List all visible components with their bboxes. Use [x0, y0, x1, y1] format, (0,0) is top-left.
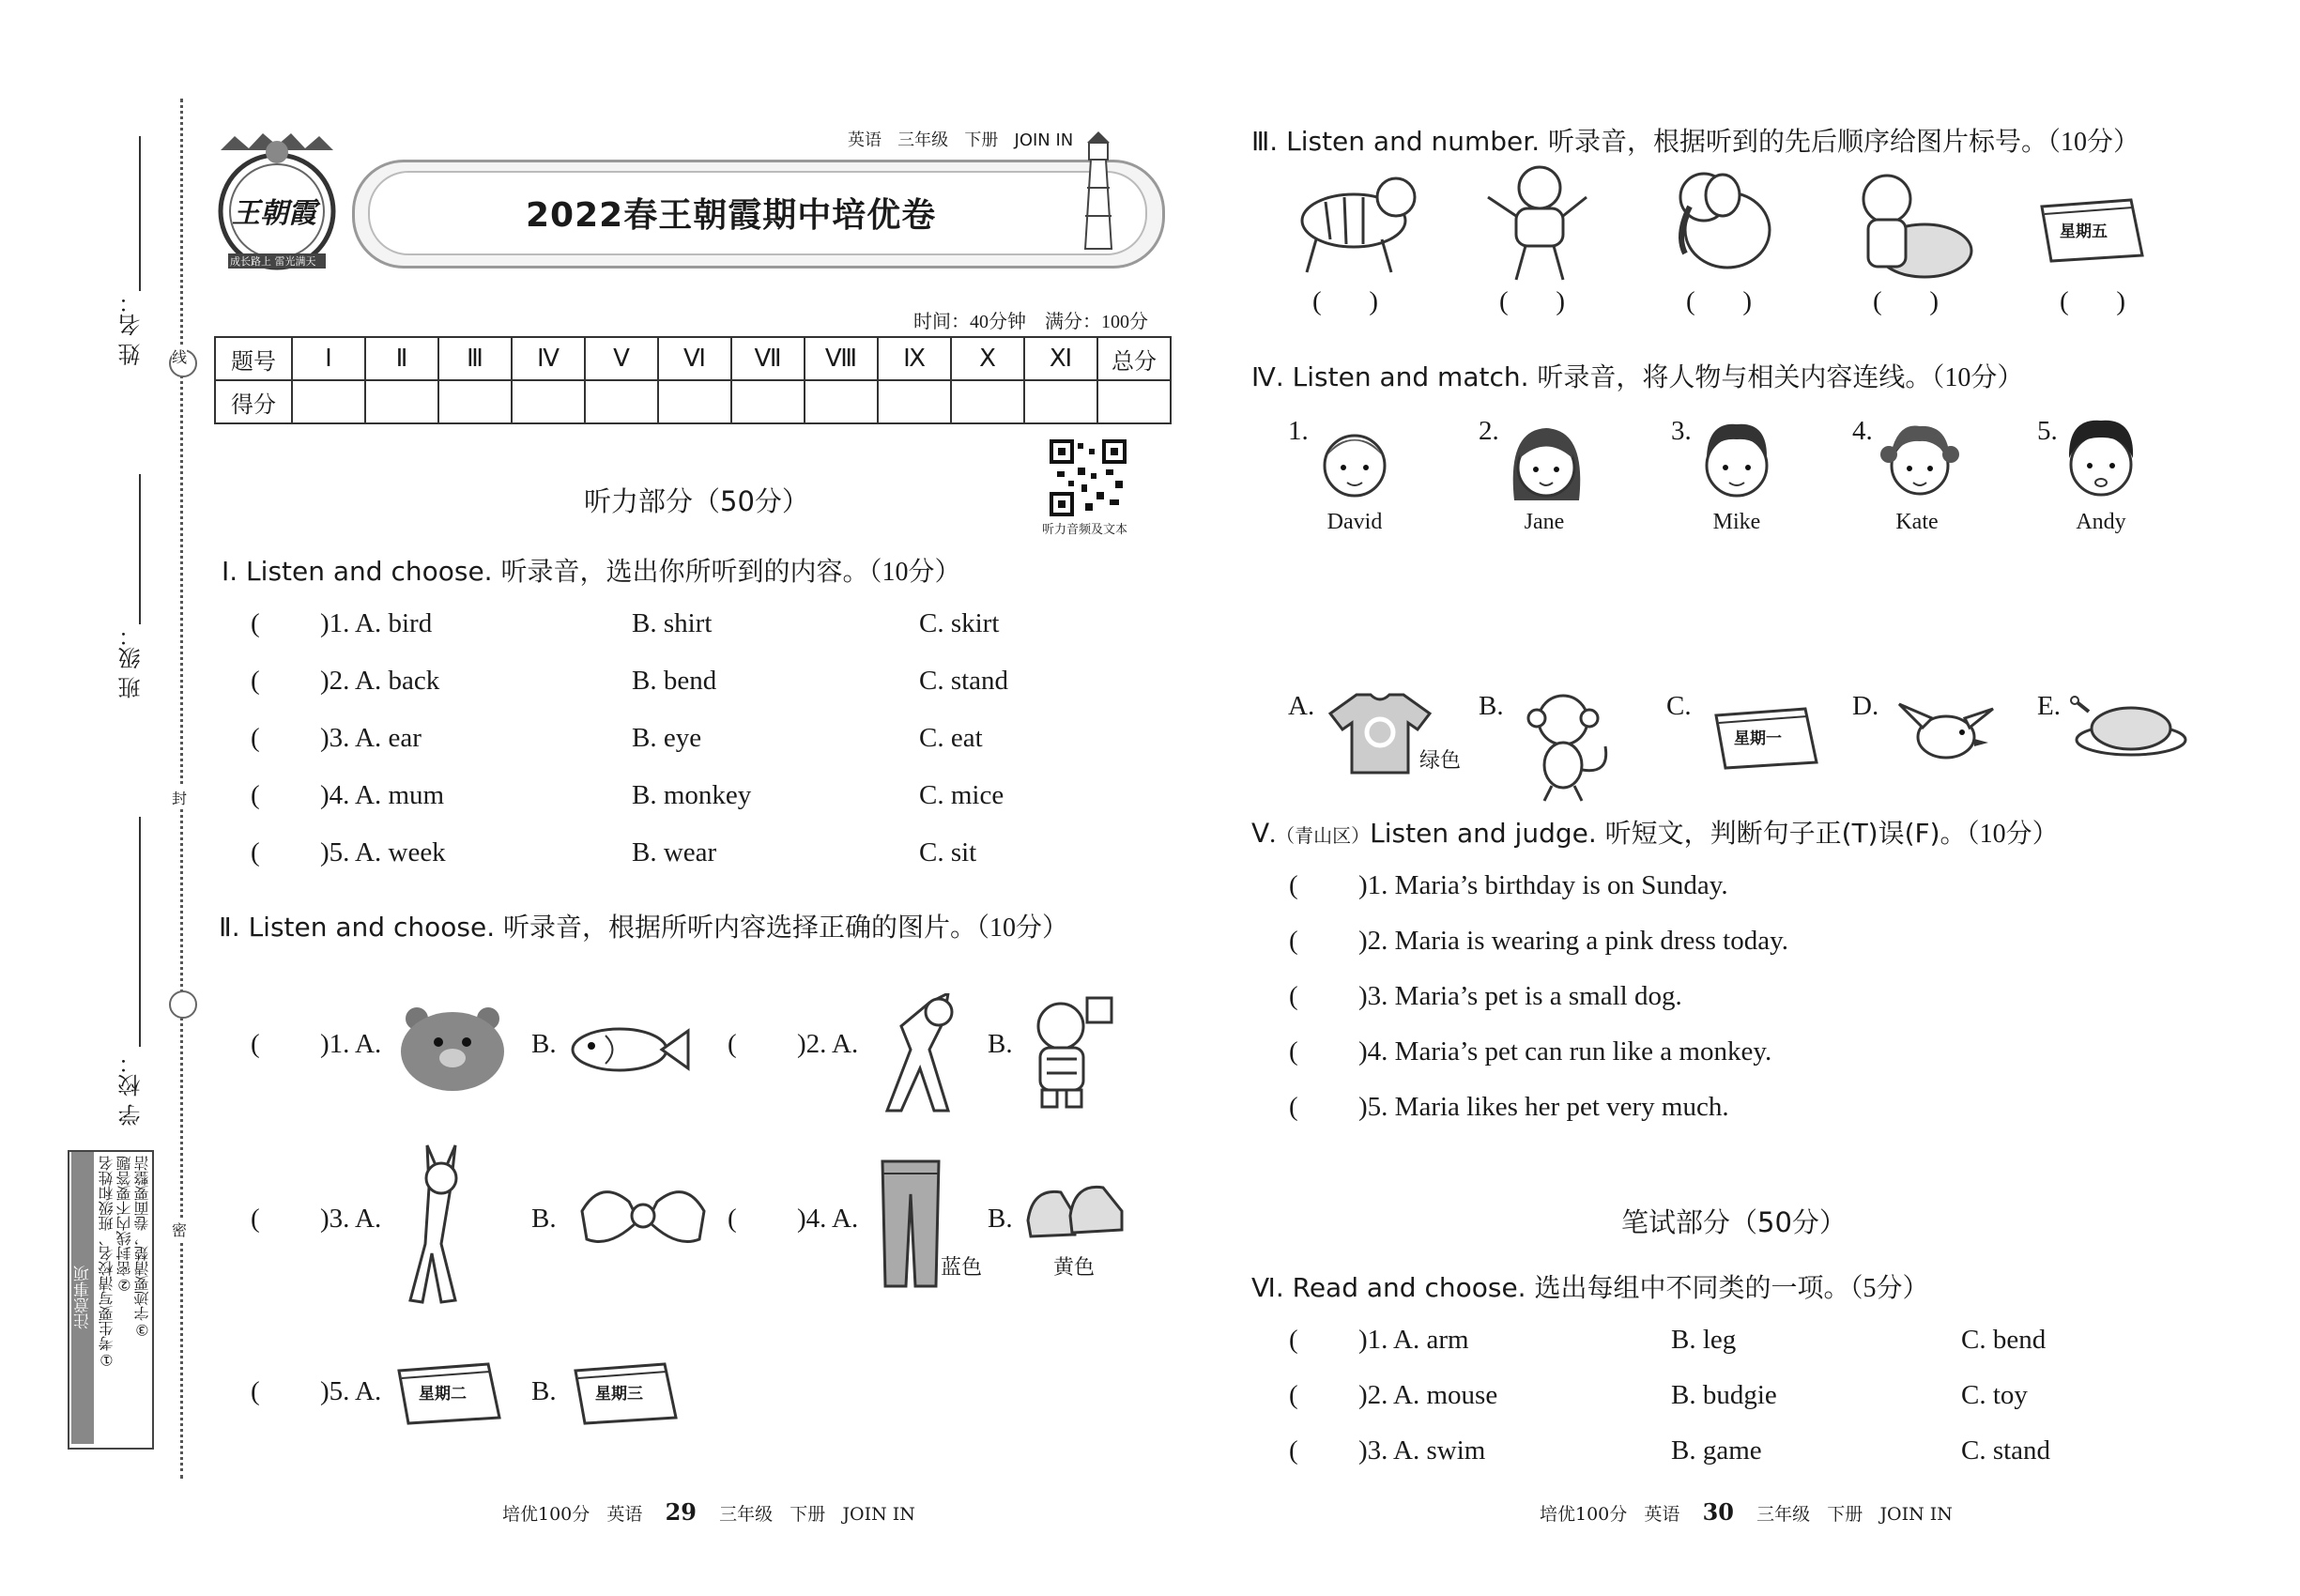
cell: Ⅳ	[512, 337, 585, 380]
b-label: B.	[531, 1029, 557, 1059]
tiger-sign-picture	[1023, 993, 1117, 1114]
class-line[interactable]	[139, 474, 141, 624]
sec1-heading-text: Ⅰ. Listen and choose. 听录音，选出你所听到的内容。	[222, 556, 869, 587]
statement: )3. Maria’s pet is a small dog.	[1358, 981, 1682, 1011]
choice-c: C. bend	[1961, 1325, 2047, 1355]
score-cell[interactable]	[512, 380, 585, 423]
item-number: )4. A.	[797, 1204, 859, 1234]
person-name: Mike	[1712, 510, 1761, 534]
statement: )1. Maria’s birthday is on Sunday.	[1358, 870, 1728, 900]
choice-b: B. game	[1671, 1435, 1762, 1466]
number-blank-5[interactable]: ( )	[2060, 286, 2126, 316]
cell: Ⅹ	[951, 337, 1024, 380]
footer-book: 培优100分	[1540, 1504, 1628, 1525]
sec4-heading-text: Ⅳ. Listen and match. 听录音，将人物与相关内容连线。	[1251, 361, 1932, 392]
footer-term: 下册	[790, 1504, 826, 1525]
answer-paren[interactable]: (	[1289, 1380, 1298, 1410]
footer-right	[1540, 1498, 1953, 1526]
binding-mark-xian: 线	[172, 345, 187, 367]
score-cell[interactable]	[292, 380, 365, 423]
boy-face-picture	[2063, 413, 2139, 507]
list-item	[251, 723, 983, 754]
list-item	[251, 837, 977, 868]
choice-b: B. shirt	[632, 608, 713, 638]
notice-box	[68, 1150, 154, 1450]
brand-logo	[211, 131, 343, 272]
cell: Ⅺ	[1024, 337, 1097, 380]
choice-c: C. sit	[919, 837, 977, 867]
school-label: 学 校：	[118, 1051, 145, 1127]
cell: Ⅷ	[805, 337, 878, 380]
answer-paren[interactable]: (	[251, 608, 260, 638]
monkey-picture	[1516, 690, 1619, 806]
option-label: E.	[2037, 691, 2061, 721]
choice-c: C. toy	[1961, 1380, 2028, 1410]
cell: Ⅵ	[658, 337, 731, 380]
answer-paren[interactable]: (	[1289, 1435, 1298, 1466]
list-item	[1289, 1092, 1729, 1123]
subject-line	[848, 127, 1073, 151]
notice-item-2: ②密封线内不要答题	[115, 1156, 133, 1294]
person-number: 5.	[2037, 416, 2058, 446]
writing-title: 笔试部分（50分）	[1621, 1206, 1847, 1238]
b-label: B.	[531, 1204, 557, 1234]
answer-paren[interactable]: (	[251, 723, 260, 753]
calendar-monday-picture	[1711, 706, 1819, 775]
sec2-item-1	[251, 1029, 382, 1060]
answer-paren[interactable]: (	[1289, 1092, 1298, 1122]
score-cell[interactable]	[438, 380, 512, 423]
listening-title: 听力部分（50分）	[584, 485, 809, 517]
calendar-label: 星期五	[2060, 223, 2108, 241]
sec1-heading	[222, 551, 961, 589]
item-number: )1. A.	[320, 1029, 382, 1059]
name-line[interactable]	[139, 136, 141, 291]
number-blank-3[interactable]: ( )	[1686, 286, 1753, 316]
score-cell[interactable]	[365, 380, 438, 423]
choice-a: )5. A. week	[320, 837, 446, 867]
score-cell[interactable]	[731, 380, 805, 423]
sec3-heading	[1251, 121, 2139, 159]
fish-picture	[568, 1021, 690, 1082]
choice-a: )2. A. mouse	[1358, 1380, 1498, 1410]
qr-code-icon[interactable]	[1050, 439, 1127, 516]
choice-c: C. mice	[919, 780, 1004, 810]
color-yellow-label: 黄色	[1053, 1256, 1096, 1280]
sec3-heading-text: Ⅲ. Listen and number. 听录音，根据听到的先后顺序给图片标号。	[1251, 126, 2048, 157]
score-cell[interactable]	[585, 380, 658, 423]
answer-paren[interactable]: (	[251, 1376, 260, 1406]
answer-paren[interactable]: (	[251, 1029, 260, 1059]
option-label: D.	[1852, 691, 1879, 721]
time-info: 时间：40分钟 满分：100分	[913, 312, 1148, 332]
choice-a: )1. A. bird	[320, 608, 433, 638]
sec5-score: （10分）	[1966, 820, 2059, 849]
binding-mark-mi: 密	[172, 1219, 187, 1240]
class-label: 班 级：	[118, 624, 145, 699]
sec2-item-5	[251, 1376, 382, 1407]
cell: Ⅱ	[365, 337, 438, 380]
footer-subject: 英语	[606, 1504, 643, 1525]
shoes-picture	[1023, 1178, 1127, 1252]
answer-paren[interactable]: (	[251, 1204, 260, 1234]
term: 下册	[964, 130, 999, 150]
person-name: Andy	[2076, 510, 2126, 534]
binding-mark-feng: 封	[172, 787, 187, 808]
name-label: 姓 名：	[118, 291, 145, 366]
person-number: 4.	[1852, 416, 1873, 446]
cell: Ⅶ	[731, 337, 805, 380]
lighthouse-icon	[1080, 131, 1117, 257]
footer-grade: 三年级	[1756, 1504, 1811, 1525]
person-name: Kate	[1895, 510, 1939, 534]
answer-paren[interactable]: (	[251, 837, 260, 867]
b-label: B.	[531, 1376, 557, 1406]
calendar-label: 星期二	[419, 1385, 467, 1404]
cat-sleeping-picture	[1849, 161, 1976, 285]
sec6-heading-text: Ⅵ. Read and choose. 选出每组中不同类的一项。	[1251, 1272, 1850, 1303]
list-item	[1289, 870, 1728, 901]
cell: Ⅰ	[292, 337, 365, 380]
number-blank-1[interactable]: ( )	[1312, 286, 1379, 316]
option-label: B.	[1479, 691, 1504, 721]
notice-title: 注意事项	[71, 1152, 94, 1444]
page-number: 30	[1702, 1498, 1734, 1526]
color-green-label: 绿色	[1419, 749, 1462, 773]
list-item	[251, 780, 1004, 811]
sec2-heading-text: Ⅱ. Listen and choose. 听录音，根据所听内容选择正确的图片。	[219, 912, 976, 943]
dancing-cat-picture	[873, 993, 976, 1119]
choice-c: C. eat	[919, 723, 983, 753]
person-number: 3.	[1671, 416, 1692, 446]
list-item	[1289, 1325, 2047, 1356]
answer-paren[interactable]: (	[728, 1029, 737, 1059]
list-item	[1289, 981, 1682, 1012]
roast-chicken-picture	[2070, 693, 2187, 762]
sec4-heading	[1251, 357, 2023, 394]
sec2-item-3	[251, 1204, 382, 1235]
sec5-region: （青山区）	[1276, 824, 1371, 847]
notice-item-3: ③字迹要清楚，卷面要整洁	[133, 1156, 151, 1339]
footer-book: 培优100分	[502, 1504, 590, 1525]
b-label: B.	[988, 1029, 1013, 1059]
sec4-score: （10分）	[1931, 363, 2024, 392]
footer-subject: 英语	[1644, 1504, 1680, 1525]
number-blank-2[interactable]: ( )	[1499, 286, 1566, 316]
statement: )2. Maria is wearing a pink dress today.	[1358, 926, 1788, 956]
page-number: 29	[665, 1498, 697, 1526]
score-cell[interactable]	[1024, 380, 1097, 423]
person-number: 2.	[1479, 416, 1499, 446]
choice-a: )3. A. ear	[320, 723, 422, 753]
choice-a: )4. A. mum	[320, 780, 445, 810]
calendar-tuesday-picture	[394, 1361, 502, 1431]
calendar-wednesday-picture	[571, 1361, 679, 1431]
cell: Ⅸ	[878, 337, 951, 380]
answer-paren[interactable]: (	[1289, 870, 1298, 900]
sec3-score: （10分）	[2047, 128, 2140, 157]
answer-paren[interactable]: (	[1289, 981, 1298, 1011]
color-blue-label: 蓝色	[941, 1256, 983, 1280]
score-cell[interactable]	[658, 380, 731, 423]
sec5-prefix: Ⅴ.	[1251, 820, 1277, 849]
list-item	[1289, 1435, 2051, 1466]
notice-item-1: ①考生要写清校名、班级和姓名	[98, 1156, 115, 1369]
list-item	[251, 608, 1000, 639]
cell: Ⅴ	[585, 337, 658, 380]
list-item	[1289, 1036, 1772, 1067]
option-label: A.	[1288, 691, 1315, 721]
sec2-heading	[219, 907, 1068, 944]
list-item	[1289, 926, 1788, 957]
tiger-running-picture	[1288, 164, 1419, 281]
number-blank-4[interactable]: ( )	[1873, 286, 1940, 316]
choice-a: )2. A. back	[320, 666, 440, 696]
score-table-score-row	[215, 380, 1171, 423]
score-table	[214, 336, 1172, 424]
footer-series: JOIN IN	[1879, 1504, 1953, 1525]
qr-caption: 听力音频及文本	[1042, 523, 1128, 537]
sec2-item-4	[728, 1204, 859, 1235]
b-label: B.	[988, 1204, 1013, 1234]
logo-subtext: 成长路上 雷光满天	[230, 255, 316, 268]
choice-b: B. bend	[632, 666, 717, 696]
list-item	[251, 666, 1009, 697]
footer-series: JOIN IN	[842, 1504, 915, 1525]
subject: 英语	[848, 130, 882, 150]
list-item	[1289, 1380, 2028, 1411]
sec5-heading	[1251, 813, 2059, 851]
answer-paren[interactable]: (	[1289, 1036, 1298, 1067]
score-table-header-row	[215, 337, 1171, 380]
logo-text: 王朝霞	[232, 197, 316, 230]
choice-b: B. budgie	[1671, 1380, 1777, 1410]
cell: 得分	[215, 380, 292, 423]
person-number: 1.	[1288, 416, 1309, 446]
answer-paren[interactable]: (	[251, 780, 260, 810]
cell: 总分	[1097, 337, 1171, 380]
answer-paren[interactable]: (	[1289, 1325, 1298, 1355]
cat-stretching-picture	[390, 1141, 483, 1313]
choice-a: )3. A. swim	[1358, 1435, 1486, 1466]
choice-c: C. stand	[1961, 1435, 2051, 1466]
score-cell[interactable]	[805, 380, 878, 423]
person-name: David	[1326, 510, 1383, 534]
choice-b: B. monkey	[632, 780, 752, 810]
series: JOIN IN	[1014, 130, 1074, 150]
sec2-score: （10分）	[976, 913, 1069, 943]
footer-term: 下册	[1827, 1504, 1863, 1525]
footer-left	[502, 1498, 915, 1526]
choice-b: B. leg	[1671, 1325, 1737, 1355]
trousers-picture	[878, 1157, 943, 1292]
calendar-label: 星期三	[595, 1385, 643, 1404]
elephant-picture	[1666, 160, 1779, 285]
choice-b: B. wear	[632, 837, 717, 867]
item-number: )2. A.	[797, 1029, 859, 1059]
bear-picture	[396, 1000, 509, 1097]
bird-picture	[1894, 690, 1998, 778]
statement: )4. Maria’s pet can run like a monkey.	[1358, 1036, 1772, 1067]
answer-paren[interactable]: (	[251, 666, 260, 696]
calendar-friday-picture	[2037, 197, 2145, 269]
answer-paren[interactable]: (	[1289, 926, 1298, 956]
score-cell[interactable]	[951, 380, 1024, 423]
person-name: Jane	[1524, 510, 1565, 534]
grade: 三年级	[897, 130, 949, 150]
choice-a: )1. A. arm	[1358, 1325, 1469, 1355]
cell: 题号	[215, 337, 292, 380]
sec6-score: （5分）	[1849, 1274, 1929, 1303]
statement: )5. Maria likes her pet very much.	[1358, 1092, 1729, 1122]
sec2-item-2	[728, 1029, 859, 1060]
sec1-score: （10分）	[868, 558, 961, 587]
exam-title: 2022春王朝霞期中培优卷	[526, 196, 937, 235]
girl-face-picture	[1507, 421, 1587, 511]
choice-c: C. skirt	[919, 608, 1000, 638]
paws-picture	[573, 1174, 713, 1262]
sec5-heading-text: Listen and judge. 听短文，判断句子正(T)误(F)。	[1370, 818, 1967, 849]
cell: Ⅲ	[438, 337, 512, 380]
calendar-label: 星期一	[1734, 729, 1782, 748]
answer-paren[interactable]: (	[728, 1204, 737, 1234]
boy-face-picture	[1317, 421, 1392, 509]
item-number: )5. A.	[320, 1376, 382, 1406]
item-number: )3. A.	[320, 1204, 382, 1234]
school-line[interactable]	[139, 817, 141, 1047]
sec6-heading	[1251, 1267, 1929, 1305]
score-cell[interactable]	[1097, 380, 1171, 423]
binding-line-mark	[169, 990, 197, 1019]
footer-grade: 三年级	[719, 1504, 774, 1525]
choice-c: C. stand	[919, 666, 1009, 696]
girl-face-picture	[1878, 417, 1962, 509]
choice-b: B. eye	[632, 723, 702, 753]
tshirt-picture	[1328, 690, 1432, 778]
boy-face-picture	[1699, 417, 1774, 509]
tiger-jumping-picture	[1479, 160, 1591, 285]
score-cell[interactable]	[878, 380, 951, 423]
option-label: C.	[1666, 691, 1692, 721]
